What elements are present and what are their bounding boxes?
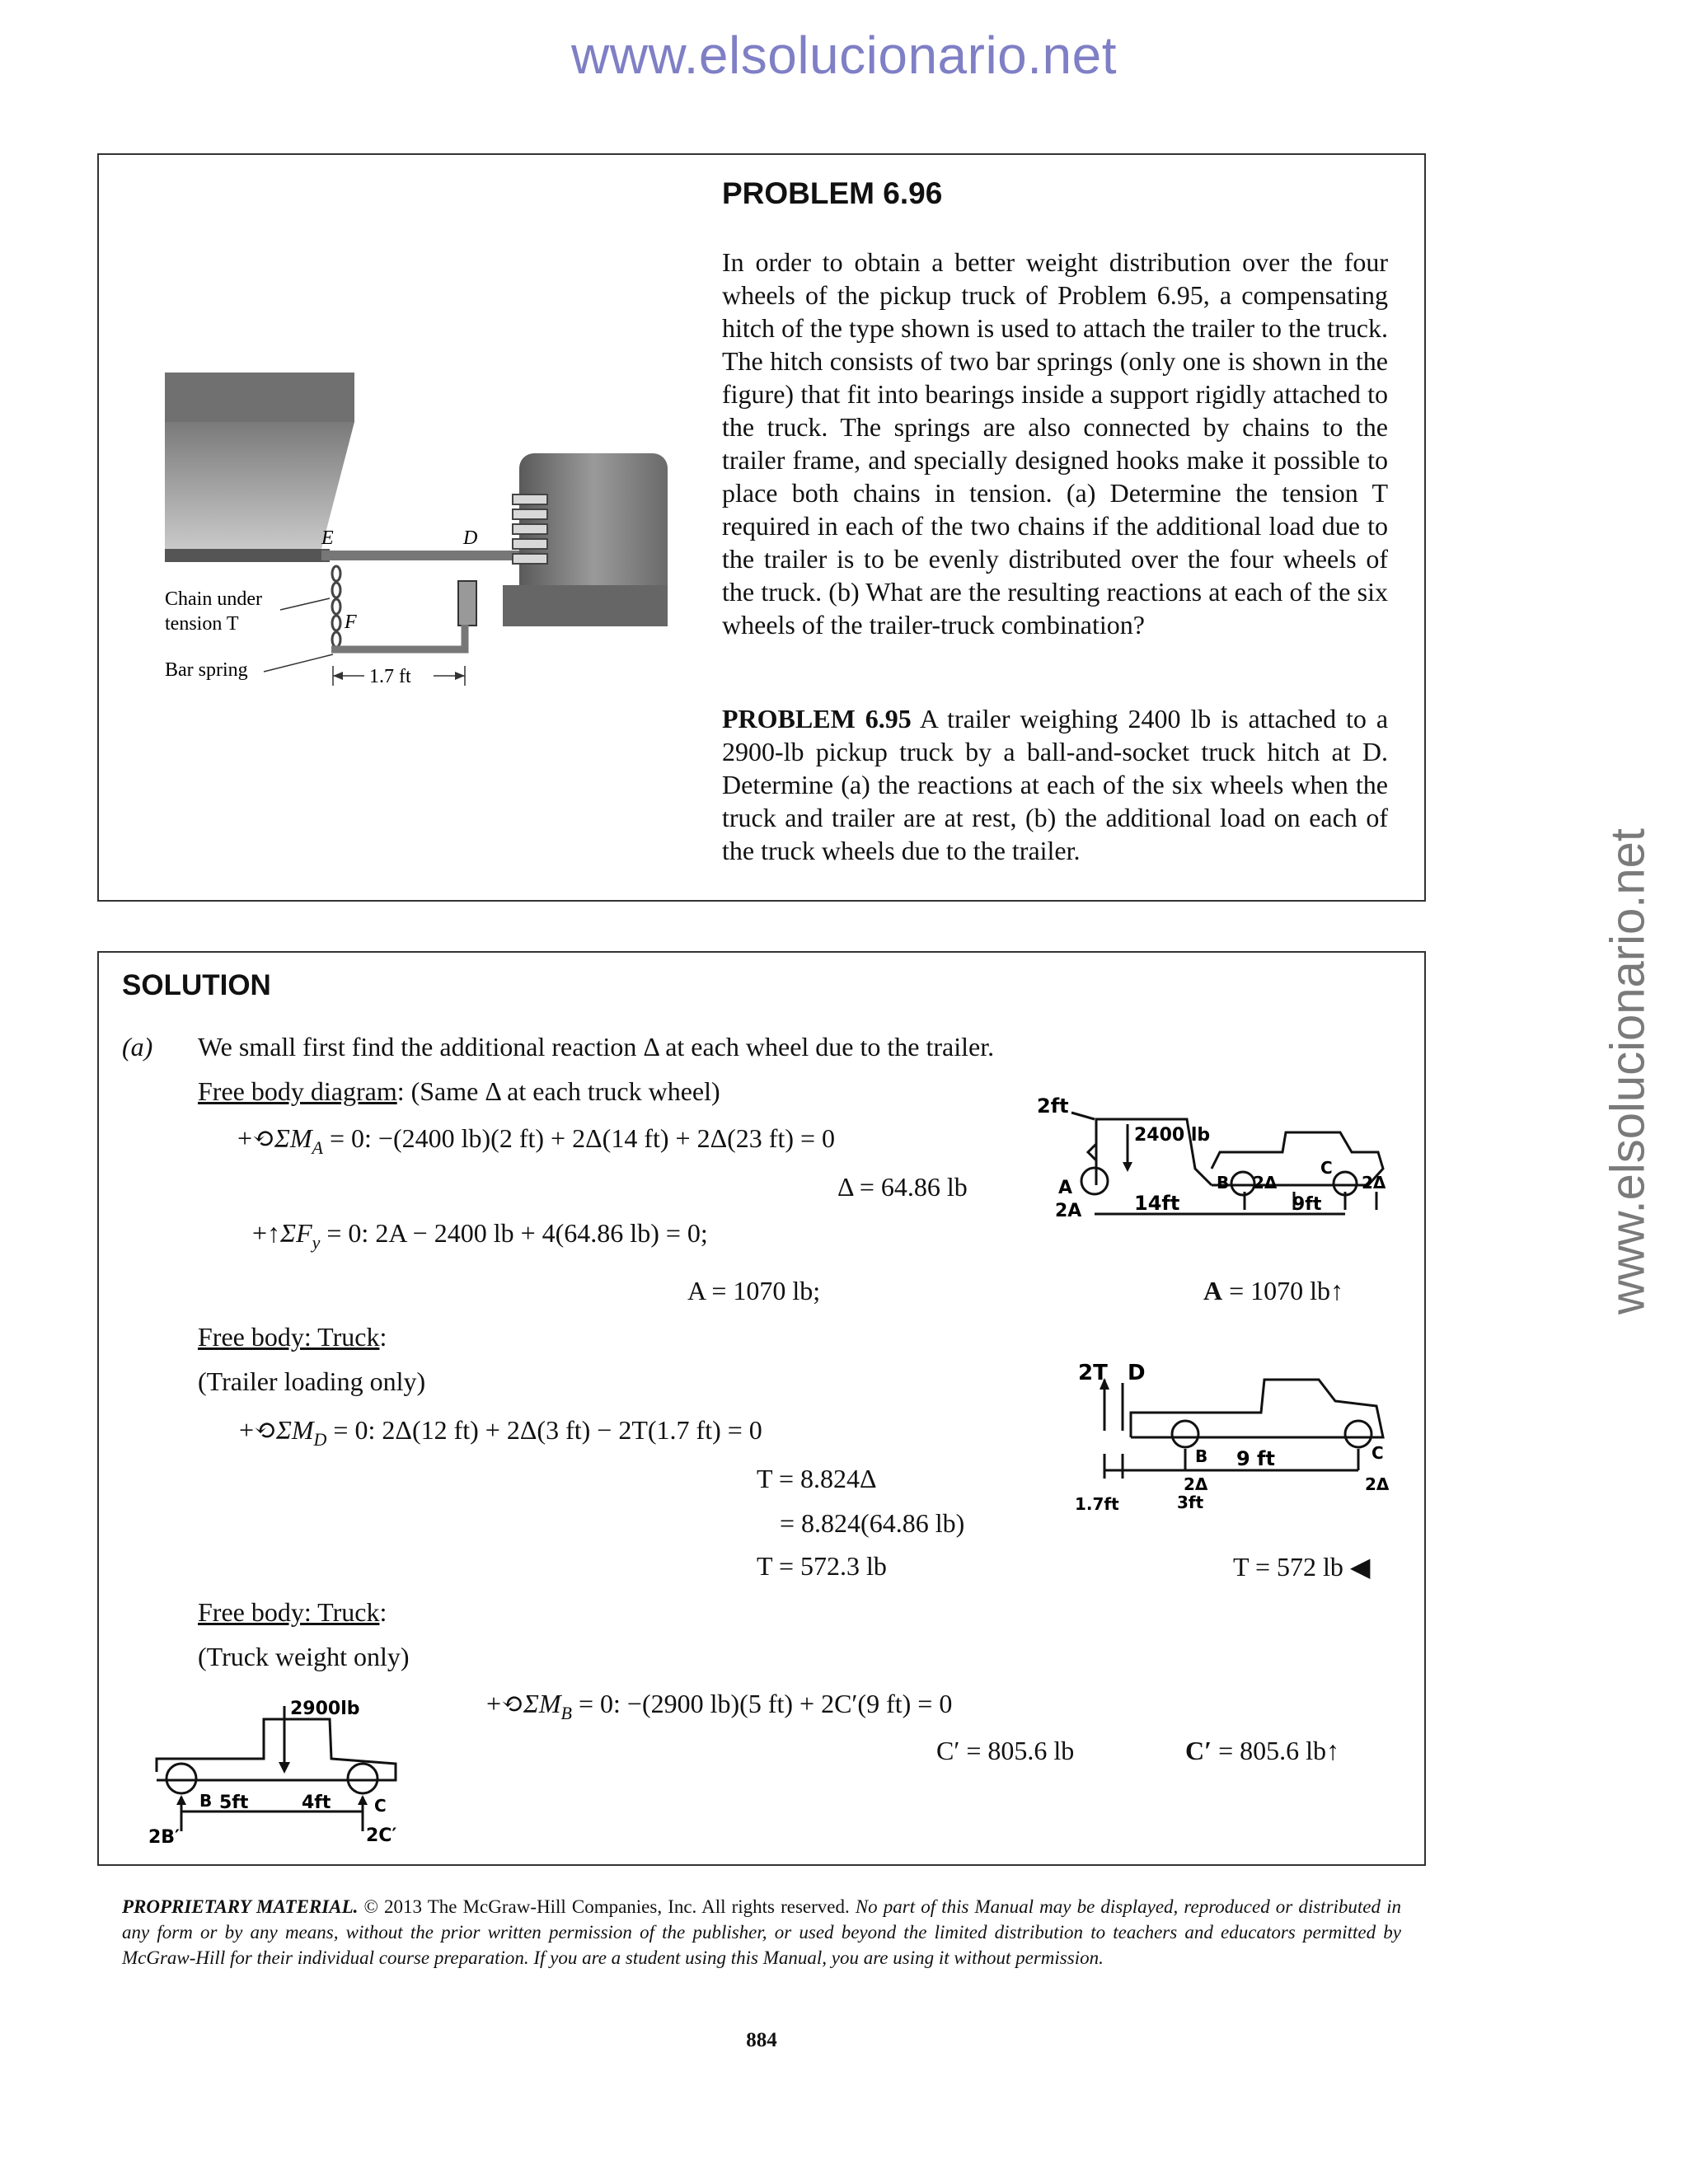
result-c-prime: C′ = 805.6 lb — [936, 1736, 1075, 1765]
trailer-coupler — [503, 585, 668, 626]
truck-roof — [165, 373, 354, 422]
fb2-heading: Free body: Truck: — [198, 1322, 387, 1352]
solution-title: SOLUTION — [122, 969, 271, 1001]
solution-intro: We small first find the additional reaction Δ at each wheel due to the trailer. — [198, 1032, 995, 1062]
chain-icon — [332, 566, 340, 647]
sketch1-c: C — [1320, 1158, 1333, 1178]
equation-moment-a: $+⟲\Sigma M_A = 0$: −(2400 lb)(2 ft) + 2Δ(14 ft) + 2Δ(23 ft) = 0 — [237, 1123, 836, 1158]
sketch2-c: C — [1372, 1443, 1384, 1463]
ccw-arrow-icon: ⟲ — [254, 1415, 276, 1445]
ccw-arrow-icon: ⟲ — [252, 1123, 274, 1153]
equation-moment-d: $+⟲\Sigma M_D = 0$: 2Δ(12 ft) + 2Δ(3 ft) − 2T(1.7 ft) = 0 — [239, 1415, 762, 1450]
label-leader-chain — [280, 598, 330, 610]
sketch2-9ft: 9 ft — [1236, 1447, 1275, 1470]
up-arrow-icon: ↑ — [1326, 1736, 1340, 1765]
result-delta: Δ = 64.86 lb — [837, 1172, 968, 1202]
sketch2-3ft: 3ft — [1177, 1493, 1204, 1512]
sketch2-2t: 2T — [1078, 1361, 1108, 1385]
figure-dimension: 1.7 ft — [369, 666, 411, 687]
fbd1-heading — [198, 1076, 720, 1107]
fb2-note: (Trailer loading only) — [198, 1366, 426, 1396]
sketch1-delta-c: 2Δ — [1362, 1173, 1386, 1193]
figure-label-f: F — [345, 612, 357, 633]
equation-sum-fy: $+↑\Sigma F_y = 0$: 2A − 2400 lb + 4(64.86 lb) = 0; — [252, 1218, 708, 1253]
result-t3: T = 572.3 lb — [757, 1551, 887, 1581]
sketch1-2a: 2A — [1055, 1201, 1082, 1221]
sketch1-9ft: 9ft — [1292, 1194, 1322, 1215]
figure-label-d: D — [463, 527, 478, 549]
sketch1-14ft: 14ft — [1134, 1192, 1180, 1215]
watermark-top[interactable]: www.elsolucionario.net — [571, 26, 1117, 85]
sketch1-a: A — [1058, 1178, 1073, 1198]
label-leader-spring — [264, 654, 333, 672]
result-t1: T = 8.824Δ — [757, 1464, 877, 1493]
figure-chain-line1: Chain under — [165, 588, 262, 610]
sketch-fbd-truck-weight — [148, 1690, 412, 1854]
sketch2-delta-b: 2Δ — [1184, 1474, 1208, 1494]
part-a-label: (a) — [122, 1032, 153, 1062]
result-a: A = 1070 lb; — [687, 1276, 821, 1305]
sketch-fbd-trailer-truck — [1022, 1086, 1401, 1226]
trailer-springs — [513, 494, 547, 564]
figure-chain-line2: tension T — [165, 613, 239, 635]
sketch2-1-7ft: 1.7ft — [1075, 1494, 1119, 1514]
fb3-note: (Truck weight only) — [198, 1642, 410, 1671]
figure-label-e: E — [321, 527, 334, 549]
sketch3-2c-prime: 2C′ — [366, 1825, 397, 1846]
sketch1-load: 2400 lb — [1134, 1125, 1211, 1146]
proprietary-notice: PROPRIETARY MATERIAL. © 2013 The McGraw-Hill Companies, Inc. All rights reserved. No part of this Manual may be displayed, reproduced or distributed in any form or by any means, without the prior written permission of the publisher, or used beyond the limited distribution to teachers and educators permitted by McGraw-Hill for their individual course preparation. If you are a student using this Manual, you are using it without permission. — [122, 1896, 1401, 1968]
page-number: 884 — [746, 2029, 777, 2051]
triangle-marker-icon: ◀ — [1349, 1552, 1371, 1582]
answer-a: A = 1070 lb↑ — [1203, 1276, 1344, 1305]
answer-c-prime: C′ = 805.6 lb↑ — [1185, 1736, 1340, 1765]
problem-statement: In order to obtain a better weight distribution over the four wheels of the pickup truck of Problem 6.95, a compensating hitch of the type shown is used to attach the trailer to the truck. The hitch consists of two bar springs (only one is shown in the figure) that fit into bearings inside a support rigidly attached to the truck. The springs are also connected by chains to the trailer frame, and specially designed hooks make it possible to place both chains in tension. (a) Determine the tension T required in each of the two chains if the additional load due to the trailer is to be evenly distributed over the four wheels of the truck. (b) What are the resulting reactions at each of the six wheels of the trailer-truck combination? — [722, 247, 1388, 640]
sketch3-b: B — [199, 1791, 213, 1811]
equation-moment-b: $+⟲\Sigma M_B = 0$: −(2900 lb)(5 ft) + 2C′(9 ft) = 0 — [486, 1689, 953, 1723]
sketch-fbd-truck-trailer-load — [1071, 1355, 1401, 1528]
reference-problem — [722, 702, 1388, 867]
truck-bumper — [165, 549, 330, 562]
figure-bar-spring: Bar spring — [165, 659, 248, 681]
sketch2-b: B — [1195, 1446, 1208, 1466]
sketch2-delta-c: 2Δ — [1365, 1474, 1390, 1494]
fbd1-label: Free body diagram — [198, 1076, 397, 1106]
hitch-figure — [157, 363, 668, 692]
reference-problem-label: PROBLEM 6.95 — [722, 704, 912, 733]
answer-t: T = 572 lb ◀ — [1233, 1552, 1371, 1582]
reference-problem-text: A trailer weighing 2400 lb is attached to a 2900-lb pickup truck by a ball-and-socket truck hitch at D. Determine (a) the reactions at each of the six wheels when the truck and trailer are at rest, (b) the additional load on each of the truck wheels due to the trailer. — [722, 704, 1389, 865]
watermark-side: www.elsolucionario.net — [1601, 828, 1655, 1315]
sketch3-4ft: 4ft — [302, 1793, 331, 1813]
sketch1-delta-b: 2Δ — [1253, 1173, 1278, 1193]
sketch3-weight: 2900lb — [290, 1699, 360, 1719]
fbd1-rest: : (Same Δ at each truck wheel) — [396, 1076, 720, 1106]
problem-title: PROBLEM 6.96 — [722, 176, 943, 210]
up-arrow-icon: ↑ — [267, 1218, 281, 1248]
result-t2: = 8.824(64.86 lb) — [780, 1508, 965, 1538]
sketch3-2b-prime: 2B′ — [148, 1827, 180, 1848]
sketch2-d: D — [1128, 1361, 1146, 1385]
sketch3-5ft: 5ft — [219, 1793, 249, 1813]
fb3-heading: Free body: Truck: — [198, 1597, 387, 1627]
sketch1-2ft: 2ft — [1037, 1094, 1069, 1118]
hitch-bar — [321, 551, 536, 560]
ccw-arrow-icon: ⟲ — [501, 1689, 523, 1718]
sketch3-c: C — [374, 1796, 387, 1816]
up-arrow-icon: ↑ — [1330, 1276, 1344, 1305]
sketch1-b: B — [1217, 1173, 1230, 1193]
ball-support — [458, 581, 476, 626]
